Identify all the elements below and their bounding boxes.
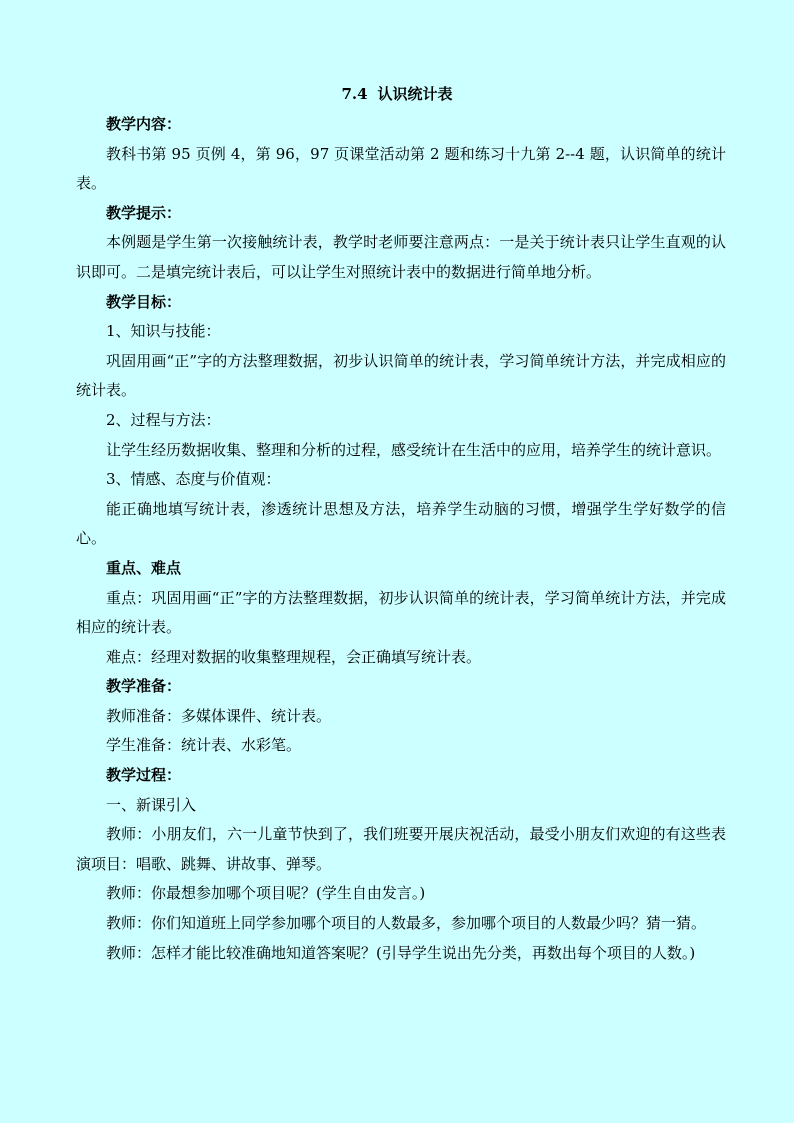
paragraph-goal-3-text: 能正确地填写统计表，渗透统计思想及方法，培养学生动脑的习惯，增强学生学好数学的信心。 [76, 499, 726, 548]
paragraph-student-prep: 学生准备：统计表、水彩笔。 [106, 736, 302, 755]
paragraph-goal-2-label: 2、过程与方法： [106, 410, 221, 429]
paragraph-teacher-line-1: 教师：小朋友们，六一儿童节快到了，我们班要开展庆祝活动，最受小朋友们欢迎的有这些表演项目：唱歌、跳舞、讲故事、弹琴。 [76, 825, 726, 873]
paragraph-teacher-prep: 教师准备：多媒体课件、统计表。 [106, 706, 332, 725]
section-heading-tips: 教学提示： [106, 203, 182, 222]
paragraph-tips-text: 本例题是学生第一次接触统计表，教学时老师要注意两点：一是关于统计表只让学生直观的认识即可。二是填完统计表后，可以让学生对照统计表中的数据进行简单地分析。 [76, 233, 726, 281]
paragraph-teacher-line-3: 教师：你们知道班上同学参加哪个项目的人数最多，参加哪个项目的人数最少吗？猜一猜。 [106, 914, 707, 933]
paragraph-key-point: 重点：巩固用画“正”字的方法整理数据，初步认识简单的统计表，学习简单统计方法，并完成相应的统计表。 [76, 588, 726, 637]
paragraph-intro-label: 一、新课引入 [106, 795, 197, 814]
paragraph-goal-1-label: 1、知识与技能： [106, 322, 221, 341]
lesson-title [0, 84, 794, 104]
paragraph-content-text: 教科书第 95 页例 4，第 96，97 页课堂活动第 2 题和练习十九第 2--4 题，认识简单的统计表。 [76, 144, 726, 193]
section-heading-content: 教学内容： [106, 115, 182, 133]
lesson-title-text: 认识统计表 [377, 85, 453, 103]
paragraph-teacher-line-4: 教师：怎样才能比较准确地知道答案呢？(引导学生说出先分类，再数出每个项目的人数。) [106, 943, 696, 962]
paragraph-goal-2-text: 让学生经历数据收集、整理和分析的过程，感受统计在生活中的应用，培养学生的统计意识。 [106, 440, 722, 459]
section-heading-process: 教学过程： [106, 766, 182, 785]
lesson-content [76, 110, 726, 968]
paragraph-goal-3-label: 3、情感、态度与价值观： [106, 470, 281, 489]
paragraph-goal-1-text: 巩固用画“正”字的方法整理数据，初步认识简单的统计表，学习简单统计方法，并完成相应的统计表。 [76, 351, 726, 400]
section-heading-goals: 教学目标： [106, 292, 182, 311]
paragraph-difficulty: 难点：经理对数据的收集整理规程，会正确填写统计表。 [106, 647, 482, 666]
section-heading-key-points: 重点、难点 [106, 558, 182, 577]
paragraph-teacher-line-2: 教师：你最想参加哪个项目呢？(学生自由发言。) [106, 884, 426, 903]
section-heading-preparation: 教学准备： [106, 677, 182, 696]
lesson-number: 7.4 [341, 85, 368, 103]
